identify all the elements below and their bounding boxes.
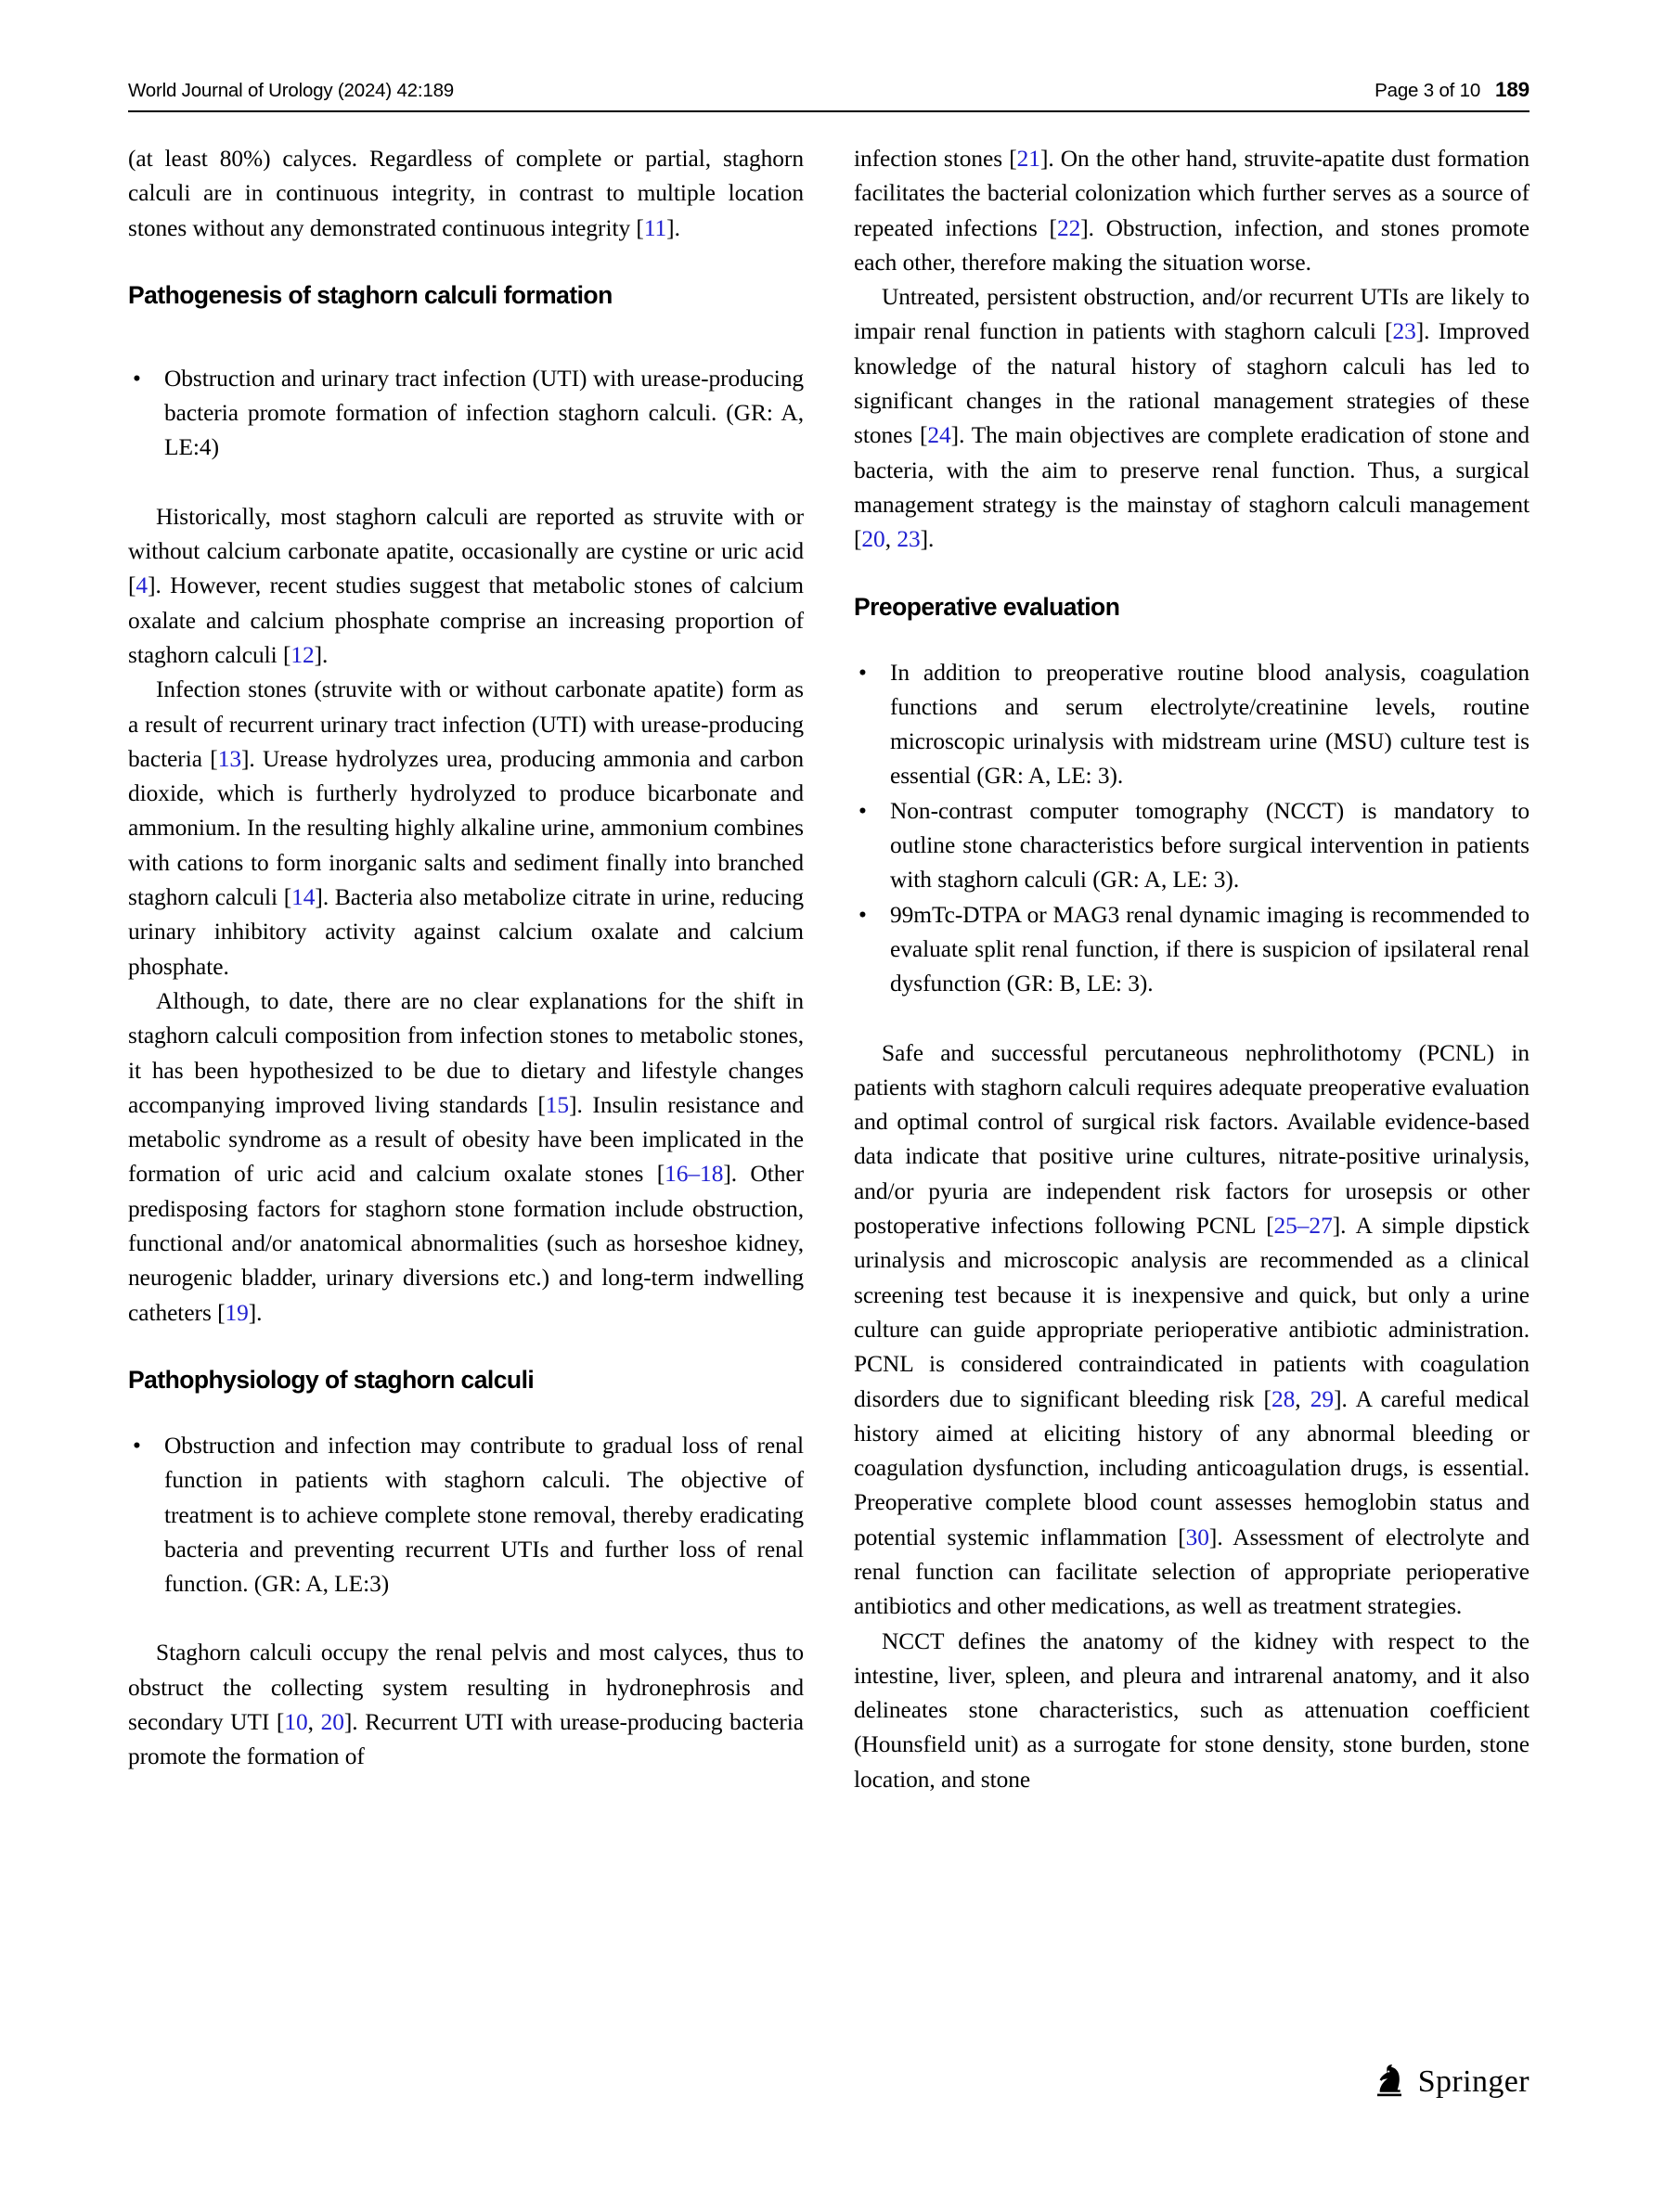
publisher-name: Springer: [1417, 2064, 1529, 2099]
list-item-text: Non-contrast computer tomography (NCCT) is mandatory to outline stone characteristics before surgical intervention in patients with staghorn calculi (GR: A, LE: 3).: [890, 797, 1529, 894]
right-column: [854, 142, 1529, 1797]
list-item: [854, 794, 1529, 898]
left-column: [128, 142, 804, 1775]
running-head: [128, 78, 1529, 110]
paragraph-safe-successful: Safe and successful percutaneous nephrolithotomy (PCNL) in patients with staghorn calculi requires adequate preoperative evaluation and optimal control of surgical risk factors. Available evidence-based data indicate that positive urine cultures, nitrate-positive urinalysis, and/or pyuria are independent risk factors for urosepsis or other postoperative infections following PCNL [25–27]. A simple dipstick urinalysis and microscopic analysis are recommended as a clinical screening test because it is inexpensive and quick, but only a urine culture can guide appropriate perioperative antibiotic administration. PCNL is considered contraindicated in patients with coagulation disorders due to significant bleeding risk [28, 29]. A careful medical history aimed at eliciting history of any abnormal bleeding or coagulation dysfunction, including anticoagulation drugs, is essential. Preoperative complete blood count assesses hemoglobin status and potential systemic inflammation [30]. Assessment of electrolyte and renal function can facilitate selection of appropriate perioperative antibiotics and other medications, as well as treatment strategies.: [854, 1039, 1530, 1620]
publisher-logo: [1375, 2064, 1529, 2101]
paragraph-infection-stones-continued: infection stones [21]. On the other hand, struvite-apatite dust formation facilitates the bacterial colonization which further serves as a source of repeated infections [22]. Obstruction, infection, and stones promote each other, therefore making the situation worse.: [854, 146, 1529, 276]
bullet-list-pathophysiology: [128, 1429, 804, 1601]
section-heading-pathogenesis: Pathogenesis of staghorn calculi formation: [128, 280, 613, 309]
list-item-text: Obstruction and urinary tract infection (UTI) with urease-producing bacteria promote formation of infection staghorn calculi. (GR: A, LE:4): [164, 365, 804, 461]
running-head-right: [1375, 78, 1529, 102]
list-item-text: 99mTc-DTPA or MAG3 renal dynamic imaging is recommended to evaluate split renal function, if there is suspicion of ipsilateral renal dysfunction (GR: B, LE: 3).: [890, 901, 1529, 997]
section-heading-preoperative-evaluation: Preoperative evaluation: [854, 592, 1120, 621]
list-item: [854, 656, 1529, 794]
bullet-dot-icon: •: [858, 659, 867, 686]
paragraph-infection-stones: Infection stones (struvite with or without carbonate apatite) form as a result of recurrent urinary tract infection (UTI) with urease-producing bacteria [13]. Urease hydrolyzes urea, producing ammonia and carbon dioxide, which is furtherly hydrolyzed to produce bicarbonate and ammonium. In the resulting highly alkaline urine, ammonium combines with cations to form inorganic salts and sediment finally into branched staghorn calculi [14]. Bacteria also metabolize citrate in urine, reducing urinary inhibitory activity against calcium oxalate and calcium phosphate.: [128, 676, 805, 980]
page-content-area: [128, 78, 1529, 1797]
list-item: [854, 898, 1529, 1002]
page-indicator: Page 3 of 10: [1375, 80, 1481, 101]
springer-knight-icon: [1375, 2064, 1407, 2101]
paragraph-continued: (at least 80%) calyces. Regardless of complete or partial, staghorn calculi are in continuous integrity, in contrast to multiple location stones without any demonstrated continuous integrity [11].: [128, 146, 804, 241]
bullet-dot-icon: •: [858, 797, 867, 824]
list-item-text: In addition to preoperative routine blood analysis, coagulation functions and serum electrolyte/creatinine levels, routine microscopic urinalysis with midstream urine (MSU) culture test is essential (GR: A, LE: 3).: [890, 659, 1529, 790]
paragraph-although: Although, to date, there are no clear explanations for the shift in staghorn calculi composition from infection stones to metabolic stones, it has been hypothesized to be due to dietary and lifestyle changes accompanying improved living standards [15]. Insulin resistance and metabolic syndrome as a result of obesity have been implicated in the formation of uric acid and calcium oxalate stones [16–18]. Other predisposing factors for staghorn stone formation include obstruction, functional and/or anatomical abnormalities (such as horseshoe kidney, neurogenic bladder, urinary diversions etc.) and long-term indwelling catheters [19].: [128, 987, 805, 1326]
bullet-list-pathogenesis: [128, 362, 804, 466]
two-column-body: [128, 142, 1529, 1797]
paragraph-ncct: NCCT defines the anatomy of the kidney with respect to the intestine, liver, spleen, and pleura and intrarenal anatomy, and it also delineates stone characteristics, such as attenuation coefficient (Hounsfield unit) as a surrogate for stone density, stone burden, stone location, and stone: [854, 1627, 1529, 1793]
list-item: [128, 362, 804, 466]
journal-citation: World Journal of Urology (2024) 42:189: [128, 80, 454, 101]
list-item: [128, 1429, 804, 1601]
paragraph-staghorn-occupy: Staghorn calculi occupy the renal pelvis and most calyces, thus to obstruct the collecting system resulting in hydronephrosis and secondary UTI [10, 20]. Recurrent UTI with urease-producing bacteria promote the formation of: [128, 1640, 804, 1770]
bullet-list-preoperative: [854, 656, 1529, 1002]
article-number: 189: [1495, 78, 1529, 101]
bullet-dot-icon: •: [133, 365, 141, 392]
list-item-text: Obstruction and infection may contribute to gradual loss of renal function in patients with staghorn calculi. The objective of treatment is to achieve complete stone removal, thereby eradicating bacteria and preventing recurrent UTIs and further loss of renal function. (GR: A, LE:3): [164, 1432, 804, 1598]
bullet-dot-icon: •: [133, 1432, 141, 1459]
paragraph-untreated: Untreated, persistent obstruction, and/or recurrent UTIs are likely to impair renal function in patients with staghorn calculi [23]. Improved knowledge of the natural history of staghorn calculi has led to significant changes in the rational management strategies of these stones [24]. The main objectives are complete eradication of stone and bacteria, with the aim to preserve renal function. Thus, a surgical management strategy is the mainstay of staghorn calculi management [20, 23].: [854, 284, 1530, 553]
bullet-dot-icon: •: [858, 901, 867, 928]
header-rule: [128, 110, 1529, 112]
paragraph-historically: Historically, most staghorn calculi are reported as struvite with or without calcium carbonate apatite, occasionally are cystine or uric acid [4]. However, recent studies suggest that metabolic stones of calcium oxalate and calcium phosphate comprise an increasing proportion of staghorn calculi [12].: [128, 503, 804, 668]
section-heading-pathophysiology: Pathophysiology of staghorn calculi: [128, 1365, 535, 1394]
